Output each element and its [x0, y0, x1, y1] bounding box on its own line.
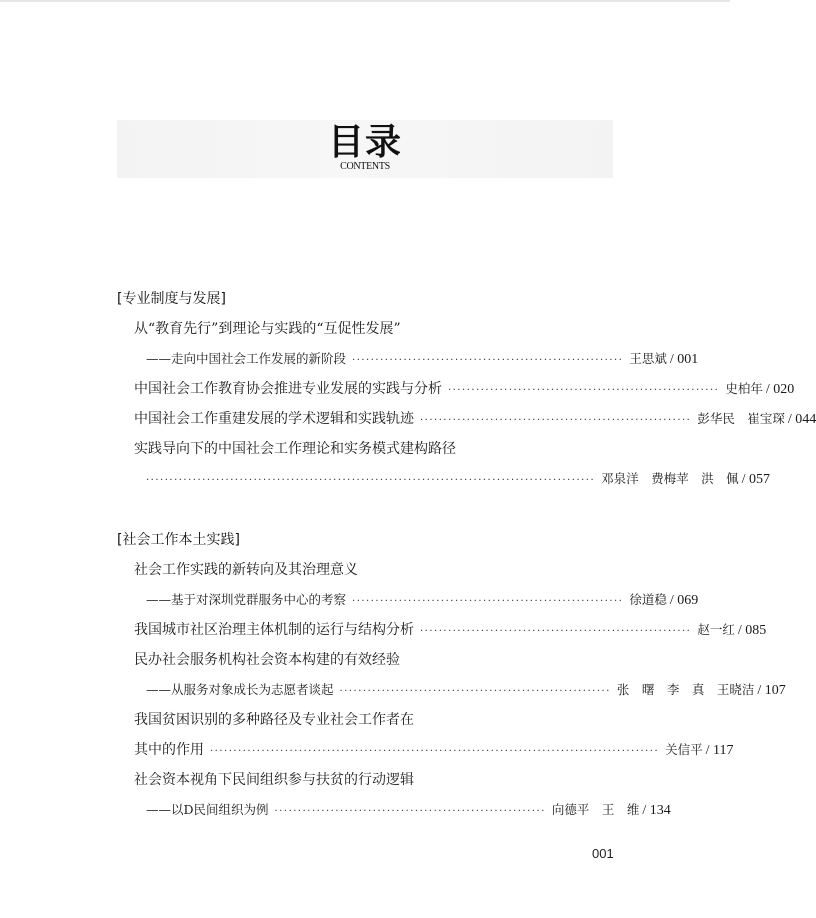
top-edge-rule: [0, 0, 730, 2]
entry-page: / 057: [741, 472, 771, 487]
entry-page: / 085: [737, 623, 767, 638]
entry-page: / 069: [669, 593, 699, 608]
toc-entry-title[interactable]: [134, 771, 414, 789]
entry-page: / 107: [757, 683, 786, 698]
entry-page: / 001: [669, 352, 699, 367]
entry-title: 中国社会工作教育协会推进专业发展的实践与分析: [134, 381, 442, 397]
entry-subtitle: ——基于对深圳党群服务中心的考察: [146, 592, 347, 607]
entry-title: 社会工作实践的新转向及其治理意义: [134, 562, 358, 578]
toc-title: 目录: [327, 122, 402, 163]
entry-title: 从“教育先行”到理论与实践的“互促性发展”: [134, 321, 401, 337]
entry-title: 民办社会服务机构社会资本构建的有效经验: [134, 652, 400, 668]
toc-entry-line[interactable]: [146, 681, 786, 701]
leader-dots: ··························································: [352, 355, 624, 366]
entry-author: 史柏年: [725, 381, 763, 396]
leader-dots: ··························································: [420, 626, 692, 637]
section-header-local-practice: [社会工作本土实践]: [117, 532, 240, 548]
entry-author: 关信平: [665, 742, 703, 757]
toc-entry-title[interactable]: [134, 440, 456, 458]
entry-author: 王思斌: [629, 351, 667, 366]
entry-subtitle: ——走向中国社会工作发展的新阶段: [146, 351, 347, 366]
entry-author: 彭华民 崔宝琛: [697, 411, 785, 426]
toc-entry-line[interactable]: [146, 350, 699, 370]
toc-entry-title[interactable]: [134, 651, 400, 669]
page-number: 001: [592, 846, 614, 861]
entry-title: 实践导向下的中国社会工作理论和实务模式建构路径: [134, 441, 456, 457]
entry-title-continued: 其中的作用: [134, 742, 204, 758]
toc-title-banner: [117, 120, 613, 178]
leader-dots: ··························································: [448, 385, 720, 396]
toc-entry-line[interactable]: [134, 410, 816, 430]
toc-entry-line[interactable]: [146, 591, 699, 611]
leader-dots: ··························································: [339, 686, 611, 697]
toc-entry-line[interactable]: [146, 470, 771, 490]
entry-author: 赵一红: [697, 622, 735, 637]
entry-subtitle: ——从服务对象成长为志愿者谈起: [146, 682, 334, 697]
entry-page: / 117: [705, 743, 734, 758]
leader-dots: ··························································: [352, 596, 624, 607]
toc-entry-title[interactable]: [134, 561, 358, 579]
entry-author: 向德平 王 维: [551, 802, 640, 817]
entry-author: 邓泉洋 费梅苹 洪 佩: [601, 471, 739, 486]
entry-page: / 020: [765, 382, 795, 397]
entry-page: / 134: [642, 803, 671, 818]
entry-title: 我国城市社区治理主体机制的运行与结构分析: [134, 622, 414, 638]
leader-dots: ··························································: [420, 415, 692, 426]
entry-page: / 044: [787, 412, 816, 427]
leader-dots: ··························································: [274, 806, 546, 817]
toc-entry-title[interactable]: [134, 711, 414, 729]
leader-dots: ································································································: [146, 475, 596, 486]
toc-entry-line[interactable]: [134, 380, 795, 400]
entry-title: 社会资本视角下民间组织参与扶贫的行动逻辑: [134, 772, 414, 788]
toc-entry-line[interactable]: [134, 621, 767, 641]
toc-subtitle: CONTENTS: [340, 161, 390, 172]
section-header-professional-system: [专业制度与发展]: [117, 291, 226, 307]
entry-author: 徐道稳: [629, 592, 667, 607]
entry-title: 中国社会工作重建发展的学术逻辑和实践轨迹: [134, 411, 414, 427]
entry-title: 我国贫困识别的多种路径及专业社会工作者在: [134, 712, 414, 728]
leader-dots: ································································································: [210, 746, 660, 757]
toc-entry-line[interactable]: [134, 741, 734, 761]
toc-entry-title[interactable]: [134, 320, 401, 338]
toc-entry-line[interactable]: [146, 801, 671, 821]
entry-subtitle: ——以D民间组织为例: [146, 802, 269, 817]
entry-author: 张 曙 李 真 王晓洁: [616, 682, 755, 697]
